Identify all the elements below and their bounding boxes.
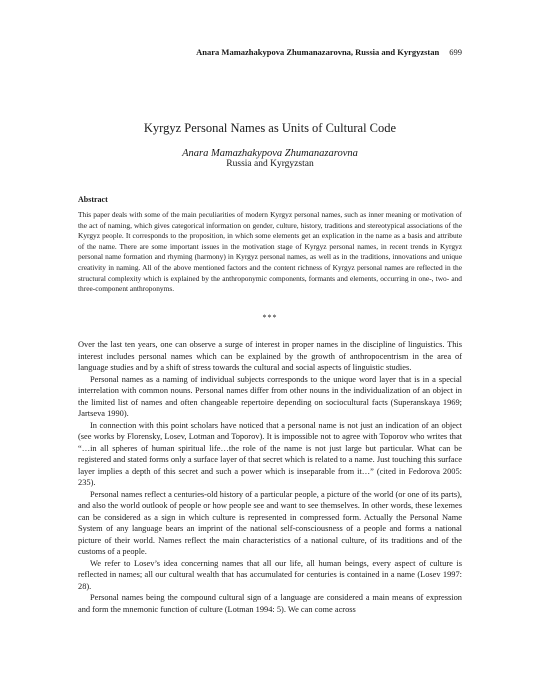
body-paragraph: In connection with this point scholars have noticed that a personal name is not just an indication of an object (see works by Florensky, Losev, Lotman and Toporov). It is impossible not to agree with Toporov who writes that “…in all spheres of human spiritual life…the role of the name is not just large but particular. What can be registered and stated forms only a surface layer of that secret which is related to a name. Just touching this surface layer implies a depth of this secret and such a power which is inseparable from it…” (cited in Fedorova 2005: 235).	[78, 420, 462, 487]
abstract-text: This paper deals with some of the main peculiarities of modern Kyrgyz personal names, such as inner meaning or motivation of the act of naming, which gives categorical information on gender, culture, history, traditions and stereotypical associations of the Kyrgyz people. It corresponds to the proposition, in which some elements get an explication in the name as a basis and attribute of the name. There are some important issues in the motivation stage of Kyrgyz personal names, in recent trends in Kyrgyz personal name formation and rhyming (harmony) in Kyrgyz personal names, as well as in the traditions, innovations and unique creativity in naming. All of the above mentioned factors and the content richness of Kyrgyz personal names are reflected in the structural complexity which is explained by the anthroponymic components, formants and elements, occurring in one-, two- and three-component anthroponyms.	[78, 210, 462, 294]
body-paragraph: We refer to Losev’s idea concerning names that all our life, all human beings, every aspect of culture is reflected in names; all our cultural wealth that has accumulated for centuries is contained in a name (Losev 1997: 28).	[78, 558, 462, 591]
running-title: Anara Mamazhakypova Zhumanazarovna, Russia and Kyrgyzstan	[196, 47, 440, 57]
title-block	[78, 121, 462, 170]
body-paragraph: Personal names reflect a centuries-old history of a particular people, a picture of the world (or one of its parts), and also the world outlook of people or how people see and want to see themselves. In other words, these lexemes can be considered as a sign in which culture is represented in compressed form. Actually the Personal Name System of any language bears an imprint of the national self-consciousness of a people and forms a national picture of their world. Names reflect the main characteristics of a national culture, of its traditions and of the customs of a people.	[78, 489, 462, 556]
paper-title: Kyrgyz Personal Names as Units of Cultural Code	[143, 121, 397, 135]
author-name: Anara Mamazhakypova Zhumanazarovna	[182, 148, 358, 159]
abstract-heading: Abstract	[78, 195, 108, 204]
running-header	[78, 47, 462, 57]
body-paragraph: Personal names being the compound cultural sign of a language are considered a main means of expression and form the mnemonic function of culture (Lotman 1994: 5). We can come across	[78, 593, 462, 614]
body-text	[78, 339, 462, 615]
abstract-section	[78, 195, 462, 295]
section-separator: ***	[262, 313, 278, 322]
body-paragraph: Personal names as a naming of individual subjects corresponds to the unique word layer that is in a special interrelation with common nouns. Personal names differ from other nouns in the individualization of an object in the limited list of names and often changeable repertoire depending on sociocultural facts (Superanskaya 1969; Jartseva 1990).	[78, 374, 462, 418]
page-number: 699	[449, 47, 462, 57]
author-affiliation: Russia and Kyrgyzstan	[226, 159, 314, 169]
body-paragraph: Over the last ten years, one can observe a surge of interest in proper names in the discipline of linguistics. This interest includes personal names which can be explained by the growth of anthropocentrism in the area of language studies and by a shift of stress towards the cultural and social aspects of linguistic studies.	[78, 340, 462, 372]
